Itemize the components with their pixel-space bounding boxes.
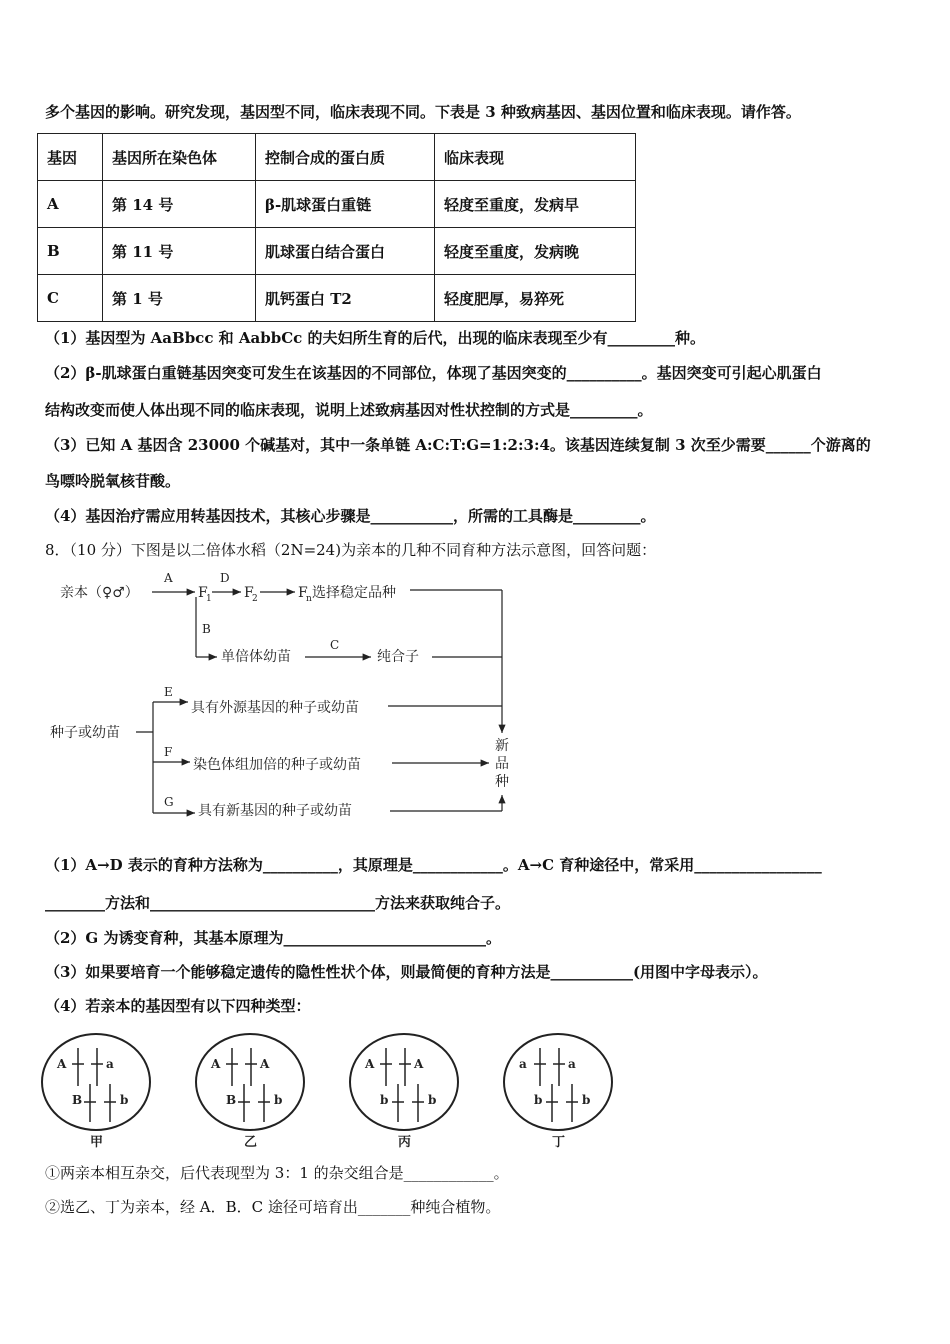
exo-label: 具有外源基因的种子或幼苗	[191, 700, 359, 716]
table-header-row	[38, 134, 636, 181]
fn-text: 选择稳定品种	[312, 585, 396, 601]
gene-table	[37, 133, 636, 322]
table-cell: 第 11 号	[103, 228, 256, 275]
q8-part3: （3）如果要培育一个能够稳定遗传的隐性性状个体，则最简便的育种方法是___________(用图中字母表示）。	[45, 963, 768, 981]
allele-label: B	[72, 1093, 83, 1107]
arrow-f-label: F	[164, 745, 173, 759]
q8-part2: （2）G 为诱变育种，其基本原理为___________________________。	[45, 929, 501, 947]
pure-label: 纯合子	[377, 649, 419, 665]
q7-part2b: 结构改变而使人体出现不同的临床表现，说明上述致病基因对性状控制的方式是_________。	[45, 401, 653, 419]
allele-label: A	[365, 1057, 375, 1071]
q7-part1: （1）基因型为 AaBbcc 和 AabbCc 的夫妇所生育的后代，出现的临床表现至少有_________种。	[45, 329, 706, 347]
table-cell: B	[38, 228, 103, 275]
cell-name: 丁	[552, 1135, 566, 1150]
cell-bing	[350, 1034, 458, 1150]
allele-label: b	[582, 1093, 591, 1107]
q8-part1a: （1）A→D 表示的育种方法称为__________，其原理是____________。A→C 育种途径中，常采用_________________	[45, 856, 822, 874]
cell-jia	[42, 1034, 150, 1150]
doubled-label: 染色体组加倍的种子或幼苗	[193, 757, 361, 773]
allele-label: B	[226, 1093, 237, 1107]
allele-label: b	[380, 1093, 389, 1107]
allele-label: b	[428, 1093, 437, 1107]
q8-sub2: ②选乙、丁为亲本，经 A．B．C 途径可培育出_______种纯合植物。	[45, 1198, 501, 1216]
header-cell: 基因	[38, 134, 103, 181]
haploid-label: 单倍体幼苗	[221, 649, 291, 665]
f1-label: F	[198, 585, 208, 601]
new-variety-2: 品	[495, 756, 509, 772]
arrow-d-label: D	[220, 571, 230, 585]
new-variety-3: 种	[495, 774, 509, 790]
q8-part4: （4）若亲本的基因型有以下四种类型：	[45, 997, 311, 1015]
f2-label: F	[244, 585, 254, 601]
allele-label: a	[519, 1057, 527, 1071]
fn-label: F	[298, 585, 308, 601]
cell-yi	[196, 1034, 304, 1150]
parent-label: 亲本（♀♂）	[60, 585, 139, 601]
allele-label: b	[274, 1093, 283, 1107]
header-cell: 临床表现	[435, 134, 636, 181]
arrow-c-label: C	[330, 638, 340, 652]
genotype-cells	[40, 1030, 630, 1152]
intro-text: 多个基因的影响。研究发现，基因型不同，临床表现不同。下表是 3 种致病基因、基因位置和临床表现。请作答。	[45, 103, 801, 121]
q7-part4: （4）基因治疗需应用转基因技术，其核心步骤是___________，所需的工具酶是_________。	[45, 507, 656, 525]
table-cell: 第 14 号	[103, 181, 256, 228]
q8-title: 8．（10 分）下图是以二倍体水稻（2N=24)为亲本的几种不同育种方法示意图，回答问题：	[45, 541, 657, 559]
table-row	[38, 275, 636, 322]
table-cell: 肌钙蛋白 T2	[256, 275, 435, 322]
table-row	[38, 181, 636, 228]
arrow-b-label: B	[202, 622, 211, 636]
cell-name: 丙	[398, 1135, 412, 1150]
fn-sub: n	[306, 594, 312, 604]
f1-sub: 1	[206, 594, 212, 604]
f2-sub: 2	[252, 594, 258, 604]
arrow-a-label: A	[164, 571, 173, 585]
table-cell: A	[38, 181, 103, 228]
table-cell: C	[38, 275, 103, 322]
q7-part3b: 鸟嘌呤脱氧核苷酸。	[45, 472, 181, 490]
allele-label: A	[211, 1057, 221, 1071]
arrow-g-label: G	[164, 795, 174, 809]
allele-label: a	[568, 1057, 576, 1071]
header-cell: 基因所在染色体	[103, 134, 256, 181]
allele-label: A	[57, 1057, 67, 1071]
q8-part1b: ________方法和______________________________方法来获取纯合子。	[45, 894, 511, 912]
breeding-diagram	[40, 565, 520, 835]
q7-part2a: （2）β-肌球蛋白重链基因突变可发生在该基因的不同部位，体现了基因突变的__________。基因突变可引起心肌蛋白	[45, 364, 822, 382]
table-cell: 轻度至重度，发病晚	[435, 228, 636, 275]
table-cell: 第 1 号	[103, 275, 256, 322]
arrow-e-label: E	[164, 685, 173, 699]
new-variety-1: 新	[495, 738, 509, 754]
seed-label: 种子或幼苗	[50, 725, 120, 741]
cell-ding	[504, 1034, 612, 1150]
cell-name: 乙	[244, 1135, 258, 1150]
allele-label: b	[534, 1093, 543, 1107]
table-row	[38, 228, 636, 275]
allele-label: a	[106, 1057, 114, 1071]
table-cell: 轻度肥厚，易猝死	[435, 275, 636, 322]
table-cell: 肌球蛋白结合蛋白	[256, 228, 435, 275]
cell-name: 甲	[90, 1135, 104, 1150]
allele-label: A	[260, 1057, 270, 1071]
q8-sub1: ①两亲本相互杂交，后代表现型为 3：1 的杂交组合是____________。	[45, 1164, 509, 1182]
table-cell: β-肌球蛋白重链	[256, 181, 435, 228]
q7-part3a: （3）已知 A 基因含 23000 个碱基对，其中一条单链 A:C:T:G=1:2:3:4。该基因连续复制 3 次至少需要______个游离的	[45, 436, 871, 454]
allele-label: A	[414, 1057, 424, 1071]
allele-label: b	[120, 1093, 129, 1107]
newgene-label: 具有新基因的种子或幼苗	[198, 803, 352, 819]
header-cell: 控制合成的蛋白质	[256, 134, 435, 181]
table-cell: 轻度至重度，发病早	[435, 181, 636, 228]
